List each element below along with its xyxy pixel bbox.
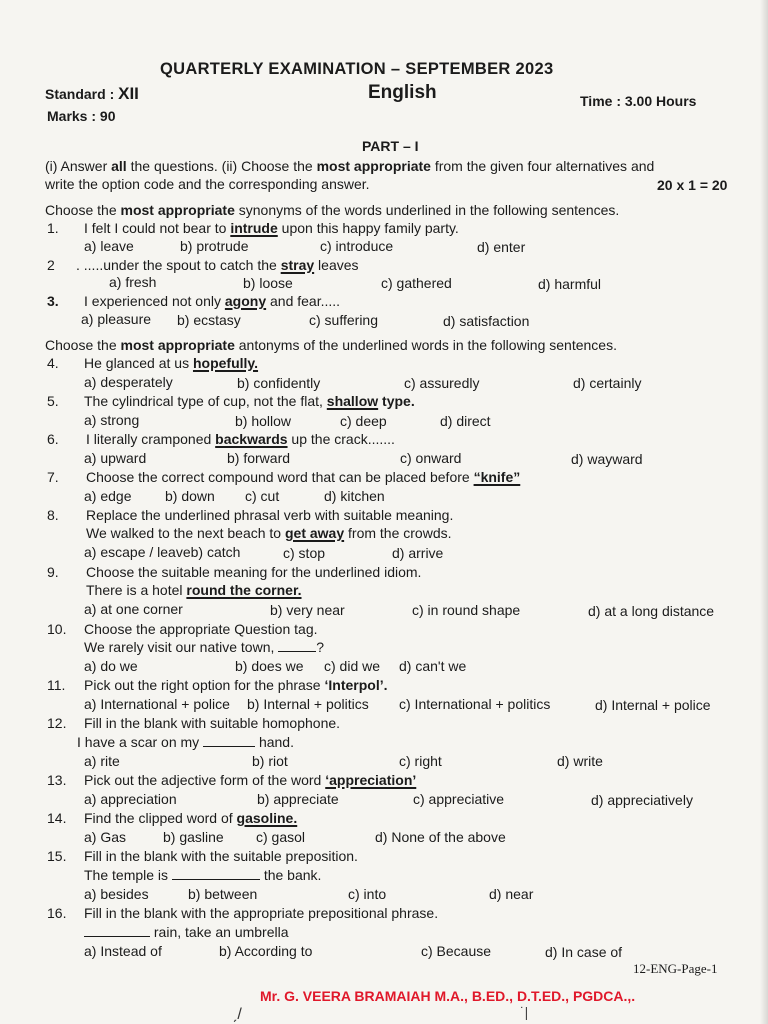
option: a) Instead of [84, 943, 162, 959]
question-text [84, 220, 459, 236]
option: d) at a long distance [588, 603, 715, 619]
q-text: Find the clipped word of [84, 810, 237, 826]
question-number: 1. [47, 220, 59, 236]
option: b) between [188, 886, 258, 902]
underlined-word: get away [284, 525, 345, 541]
underlined-word: backwards [215, 431, 288, 447]
question-text: Replace the underlined phrasal verb with suitable meaning. [86, 507, 454, 523]
q-text: Choose the correct compound word that can be placed before [86, 469, 474, 485]
standard-line [45, 84, 139, 104]
underlined-word: round the corner. [186, 582, 302, 598]
question-text [84, 293, 340, 309]
q-text: and fear..... [266, 293, 341, 309]
question-text: Fill in the blank with the appropriate prepositional phrase. [84, 905, 439, 921]
option: a) leave [84, 238, 134, 254]
question-number: 13. [47, 772, 67, 788]
section-text: synonyms of the words underlined in the following sentences. [234, 202, 620, 218]
question-number: 12. [47, 715, 67, 731]
option: d) None of the above [375, 829, 506, 845]
option: c) assuredly [404, 375, 480, 391]
question-number: 5. [47, 393, 59, 409]
option: b) confidently [237, 375, 321, 391]
option: a) besides [84, 886, 149, 902]
question-number: 2 [47, 257, 55, 273]
question-number: 9. [47, 564, 59, 580]
section-text: Choose the [45, 337, 121, 353]
q-text: Pick out the right option for the phrase [84, 677, 325, 693]
option: b) According to [219, 943, 313, 959]
standard-value: XII [118, 84, 139, 103]
question-number: 11. [47, 677, 66, 693]
q-text: Pick out the adjective form of the word [84, 772, 326, 788]
instructions-line1 [45, 158, 654, 174]
option: c) cut [245, 488, 280, 504]
q-text: I experienced not only [84, 293, 225, 309]
option: a) Gas [84, 829, 127, 845]
scan-edge-shadow [760, 0, 768, 1024]
option: b) loose [243, 275, 293, 291]
option: b) hollow [235, 413, 292, 429]
option: b) very near [270, 602, 345, 618]
option: b) protrude [180, 238, 249, 254]
question-text [84, 677, 387, 693]
underlined-word: shallow [326, 393, 379, 409]
question-sentence [77, 734, 294, 750]
question-number: 14. [47, 810, 67, 826]
instr-text: (i) Answer [45, 158, 112, 174]
option: d) wayward [571, 451, 643, 467]
option: b) Internal + politics [247, 696, 369, 712]
page-label: 12-ENG-Page-1 [633, 961, 718, 976]
option: c) appreciative [413, 791, 505, 807]
subject-title: English [368, 82, 437, 103]
option: c) stop [283, 545, 326, 561]
underlined-word: ‘appreciation’ [325, 772, 417, 788]
instr-text: from the given four alternatives and [430, 158, 655, 174]
option: c) gathered [381, 275, 452, 291]
instr-bold: most appropriate [316, 158, 431, 174]
option: d) appreciatively [591, 792, 693, 808]
option: d) enter [477, 239, 526, 255]
option: a) pleasure [81, 311, 152, 327]
fill-blank [172, 868, 260, 880]
section-text: antonyms of the underlined words in the following sentences. [234, 337, 617, 353]
option: d) write [557, 753, 603, 769]
option: a) edge [84, 488, 132, 504]
part-heading: PART – I [362, 138, 419, 154]
section-antonyms [45, 337, 617, 353]
fill-blank [203, 735, 255, 747]
option: c) introduce [320, 238, 394, 254]
section-bold: most appropriate [120, 202, 235, 218]
fill-blank [278, 640, 316, 652]
q-text: The temple is [84, 867, 172, 883]
underlined-word: hopefully. [192, 355, 259, 371]
question-text: Choose the appropriate Question tag. [84, 621, 318, 637]
option: c) deep [340, 413, 387, 429]
option: a) fresh [109, 274, 157, 290]
question-sentence [86, 525, 452, 541]
underlined-word: agony [224, 293, 267, 309]
option: a) at one corner [84, 601, 183, 617]
option: a) upward [84, 450, 147, 466]
option: c) gasol [256, 829, 306, 845]
option: a) strong [84, 412, 140, 428]
option: d) harmful [538, 276, 602, 292]
section-text: Choose the [45, 202, 121, 218]
option: a) rite [84, 753, 120, 769]
option: c) suffering [309, 312, 378, 328]
question-text: Choose the suitable meaning for the underlined idiom. [86, 564, 422, 580]
option: d) certainly [573, 375, 642, 391]
standard-label: Standard : [45, 86, 119, 102]
question-text: Fill in the blank with the suitable preposition. [84, 848, 358, 864]
q-text: upon this happy family party. [277, 220, 459, 236]
option: d) can't we [399, 658, 467, 674]
section-synonyms [45, 202, 619, 218]
option: d) In case of [545, 944, 623, 960]
underlined-word: “knife” [473, 469, 521, 485]
question-text [84, 772, 416, 788]
instructions-line2: write the option code and the corresponding answer. [45, 176, 370, 192]
option: b) does we [235, 658, 304, 674]
time-label: Time : 3.00 Hours [580, 93, 697, 109]
q-text: He glanced at us [84, 355, 193, 371]
underlined-word: stray [280, 257, 315, 273]
q-text: leaves [314, 257, 359, 273]
option: a) desperately [84, 374, 173, 390]
question-text [84, 393, 415, 409]
question-number: 8. [47, 507, 59, 523]
question-sentence [84, 924, 289, 940]
question-number: 4. [47, 355, 59, 371]
option: b) appreciate [257, 791, 339, 807]
option: d) arrive [392, 545, 444, 561]
question-text: Fill in the blank with suitable homophone. [84, 715, 341, 731]
option: d) satisfaction [443, 313, 530, 329]
q-text: rain, take an umbrella [150, 924, 289, 940]
score-label: 20 x 1 = 20 [657, 177, 728, 193]
question-text [86, 431, 395, 447]
underlined-word: gasoline. [236, 810, 298, 826]
q-text: I have a scar on my [77, 734, 204, 750]
q-text: ? [316, 639, 325, 655]
option: c) did we [324, 658, 381, 674]
question-text [84, 355, 258, 371]
section-bold: most appropriate [120, 337, 235, 353]
question-sentence [84, 639, 324, 655]
q-text: I literally cramponed [86, 431, 216, 447]
option: b) forward [227, 450, 291, 466]
bold-word: ‘Interpol’. [324, 677, 388, 693]
option: c) Because [421, 943, 492, 959]
option: b) ecstasy [177, 312, 241, 328]
option: d) kitchen [324, 488, 385, 504]
fill-blank [84, 925, 150, 937]
question-number: 6. [47, 431, 59, 447]
option: a) do we [84, 658, 138, 674]
question-number: 10. [47, 621, 67, 637]
question-sentence [86, 582, 302, 598]
option: c) onward [400, 450, 462, 466]
option: d) direct [440, 413, 491, 429]
option: b) riot [252, 753, 288, 769]
exam-title: QUARTERLY EXAMINATION – SEPTEMBER 2023 [160, 60, 554, 78]
question-text [76, 257, 359, 273]
option: b) gasline [163, 829, 224, 845]
q-text: from the crowds. [344, 525, 452, 541]
question-number: 3. [47, 293, 59, 309]
q-text: type. [378, 393, 415, 409]
option: d) Internal + police [595, 697, 711, 713]
q-text: We rarely visit our native town, [84, 639, 279, 655]
underlined-word: intrude [230, 220, 278, 236]
q-text: . .....under the spout to catch the [76, 257, 281, 273]
author-footer: Mr. G. VEERA BRAMAIAH M.A., B.ED., D.T.ED., PGDCA.,. [260, 988, 636, 1004]
marks-label: Marks : 90 [47, 108, 116, 124]
q-text: The cylindrical type of cup, not the flat, [84, 393, 327, 409]
option: c) right [399, 753, 442, 769]
pen-mark: ˙| [520, 1004, 529, 1020]
instr-text: the questions. (ii) Choose the [126, 158, 317, 174]
q-text: We walked to the next beach to [86, 525, 285, 541]
option: d) near [489, 886, 534, 902]
option: c) into [348, 886, 387, 902]
question-number: 15. [47, 848, 67, 864]
option: c) in round shape [412, 602, 521, 618]
question-text [84, 810, 297, 826]
option: b) down [165, 488, 215, 504]
option: c) International + politics [399, 696, 551, 712]
q-text: up the crack....... [287, 431, 395, 447]
question-text [86, 469, 520, 485]
question-number: 16. [47, 905, 67, 921]
option: a) International + police [84, 696, 230, 712]
pen-mark: ˏ/ [232, 1006, 242, 1023]
option: a) appreciation [84, 791, 177, 807]
question-number: 7. [47, 469, 59, 485]
q-text: hand. [255, 734, 294, 750]
q-text: There is a hotel [86, 582, 187, 598]
question-sentence [84, 867, 321, 883]
q-text: I felt I could not bear to [84, 220, 231, 236]
option: a) escape / leaveb) catch [84, 544, 241, 560]
q-text: the bank. [259, 867, 322, 883]
instr-bold: all [111, 158, 127, 174]
